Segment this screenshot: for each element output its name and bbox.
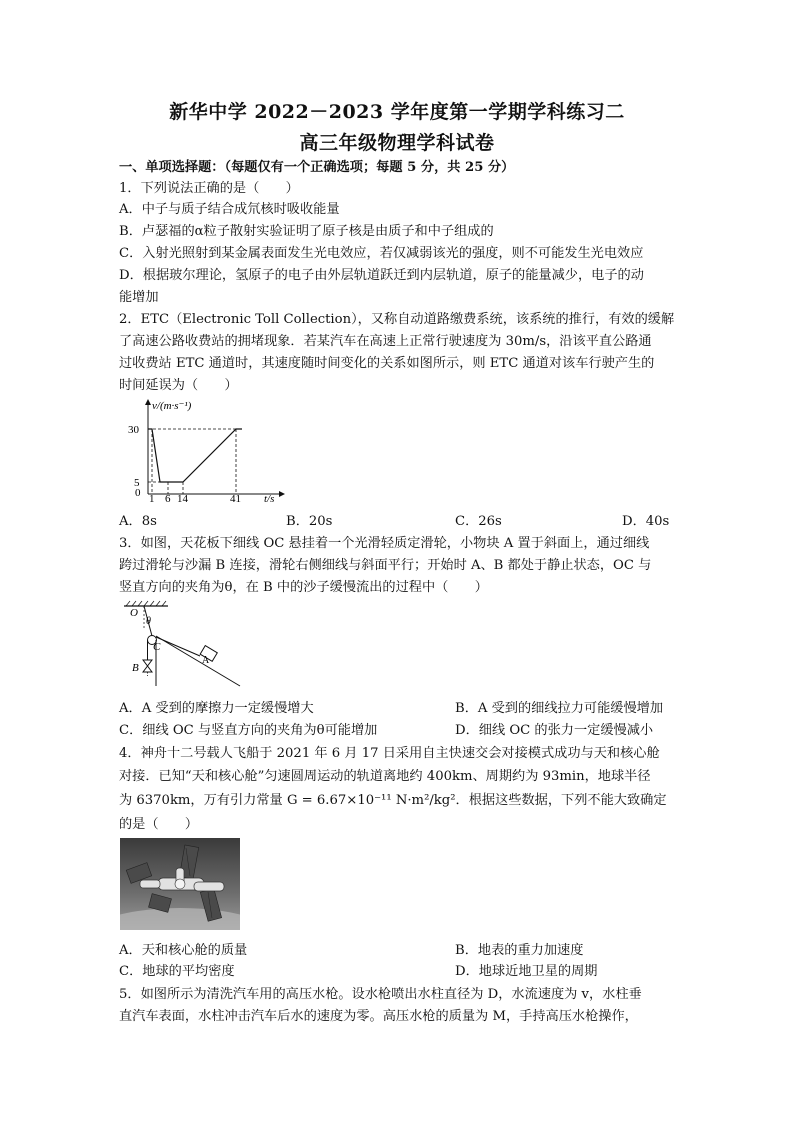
q2-option-b: B．20s bbox=[286, 514, 333, 529]
origin-label: 0 bbox=[135, 487, 141, 499]
label-a: A bbox=[202, 655, 210, 666]
q3-option-b: B．A 受到的细线拉力可能缓慢增加 bbox=[455, 701, 664, 716]
xtick-6: 6 bbox=[165, 493, 171, 504]
xtick-1: 1 bbox=[149, 493, 155, 504]
q3-line-2: 跨过滑轮与沙漏 B 连接，滑轮右侧细线与斜面平行；开始时 A、B 都处于静止状态，OC 与 bbox=[119, 558, 652, 573]
q5-line-2: 直汽车表面，水柱冲击汽车后水的速度为零。高压水枪的质量为 M，手持高压水枪操作， bbox=[119, 1009, 638, 1024]
label-c: C bbox=[153, 641, 161, 653]
q2-line-3: 过收费站 ETC 通道时，其速度随时间变化的关系如图所示，则 ETC 通道对该车行驶产生的 bbox=[119, 356, 655, 371]
q1-option-c: C．入射光照射到某金属表面发生光电效应，若仅减弱该光的强度，则不可能发生光电效应 bbox=[119, 246, 644, 261]
q4-option-b: B．地表的重力加速度 bbox=[455, 943, 584, 958]
q4-line-1: 4．神舟十二号载人飞船于 2021 年 6 月 17 日采用自主快速交会对接模式成功与天和核心舱 bbox=[119, 746, 660, 761]
label-b: B bbox=[132, 662, 139, 674]
q2-vt-graph bbox=[118, 396, 288, 504]
q1-option-a: A．中子与质子结合成氘核时吸收能量 bbox=[119, 202, 340, 217]
q1-stem: 1．下列说法正确的是（ ） bbox=[119, 181, 299, 196]
q5-line-1: 5．如图所示为清洗汽车用的高压水枪。设水枪喷出水柱直径为 D，水流速度为 v，水柱垂 bbox=[119, 987, 642, 1002]
page-title: 新华中学 2022－2023 学年度第一学期学科练习二 bbox=[169, 101, 625, 123]
q2-option-a: A．8s bbox=[119, 514, 157, 529]
q1-option-d: D．根据玻尔理论，氢原子的电子由外层轨道跃迁到内层轨道，原子的能量减少，电子的动 bbox=[119, 268, 644, 283]
q4-line-4: 的是（ ） bbox=[119, 817, 199, 832]
q2-line-2: 了高速公路收费站的拥堵现象．若某汽车在高速上正常行驶速度为 30m/s，沿该平直公路通 bbox=[119, 334, 652, 349]
q4-option-d: D．地球近地卫星的周期 bbox=[455, 964, 598, 979]
q2-option-d: D．40s bbox=[622, 514, 670, 529]
ytick-30: 30 bbox=[128, 424, 139, 436]
section-heading: 一、单项选择题：（每题仅有一个正确选项；每题 5 分，共 25 分） bbox=[119, 160, 515, 175]
q4-line-2: 对接．已知“天和核心舱”匀速圆周运动的轨道离地约 400km、周期约为 93min，地球半径 bbox=[119, 769, 651, 784]
ytick-5: 5 bbox=[134, 477, 140, 489]
q3-line-3: 竖直方向的夹角为θ，在 B 中的沙子缓慢流出的过程中（ ） bbox=[119, 580, 488, 595]
q3-line-1: 3．如图，天花板下细线 OC 悬挂着一个光滑轻质定滑轮，小物块 A 置于斜面上，通过细线 bbox=[119, 536, 650, 551]
hourglass-b bbox=[143, 660, 152, 672]
q3-option-c: C．细线 OC 与竖直方向的夹角为θ可能增加 bbox=[119, 723, 378, 738]
xtick-41: 41 bbox=[230, 493, 241, 504]
q2-line-4: 时间延误为（ ） bbox=[119, 378, 238, 393]
space-station-photo bbox=[120, 838, 240, 930]
q2-option-c: C．26s bbox=[455, 514, 502, 529]
q4-option-c: C．地球的平均密度 bbox=[119, 964, 235, 979]
q3-option-a: A．A 受到的摩擦力一定缓慢增大 bbox=[119, 701, 314, 716]
q1-option-b: B．卢瑟福的α粒子散射实验证明了原子核是由质子和中子组成的 bbox=[119, 224, 494, 239]
q3-option-d: D．细线 OC 的张力一定缓慢减小 bbox=[455, 723, 654, 738]
q4-line-3: 为 6370km，万有引力常量 G = 6.67×10⁻¹¹ N·m²/kg²．根据这些数据，下列不能大致确定 bbox=[119, 793, 667, 808]
xtick-14: 14 bbox=[177, 493, 188, 504]
q4-option-a: A．天和核心舱的质量 bbox=[119, 943, 248, 958]
page-subtitle: 高三年级物理学科试卷 bbox=[299, 132, 495, 154]
x-axis-label: t/s bbox=[264, 493, 275, 504]
q2-line-1: 2．ETC（Electronic Toll Collection），又称自动道路缴费系统，该系统的推行，有效的缓解 bbox=[119, 312, 675, 327]
y-axis-label: v/(m·s⁻¹) bbox=[152, 400, 192, 412]
q3-pulley-diagram bbox=[118, 600, 248, 692]
label-theta: θ bbox=[146, 616, 151, 627]
label-o: O bbox=[130, 607, 138, 619]
velocity-curve bbox=[148, 429, 242, 482]
q1-option-d-cont: 能增加 bbox=[119, 290, 159, 305]
